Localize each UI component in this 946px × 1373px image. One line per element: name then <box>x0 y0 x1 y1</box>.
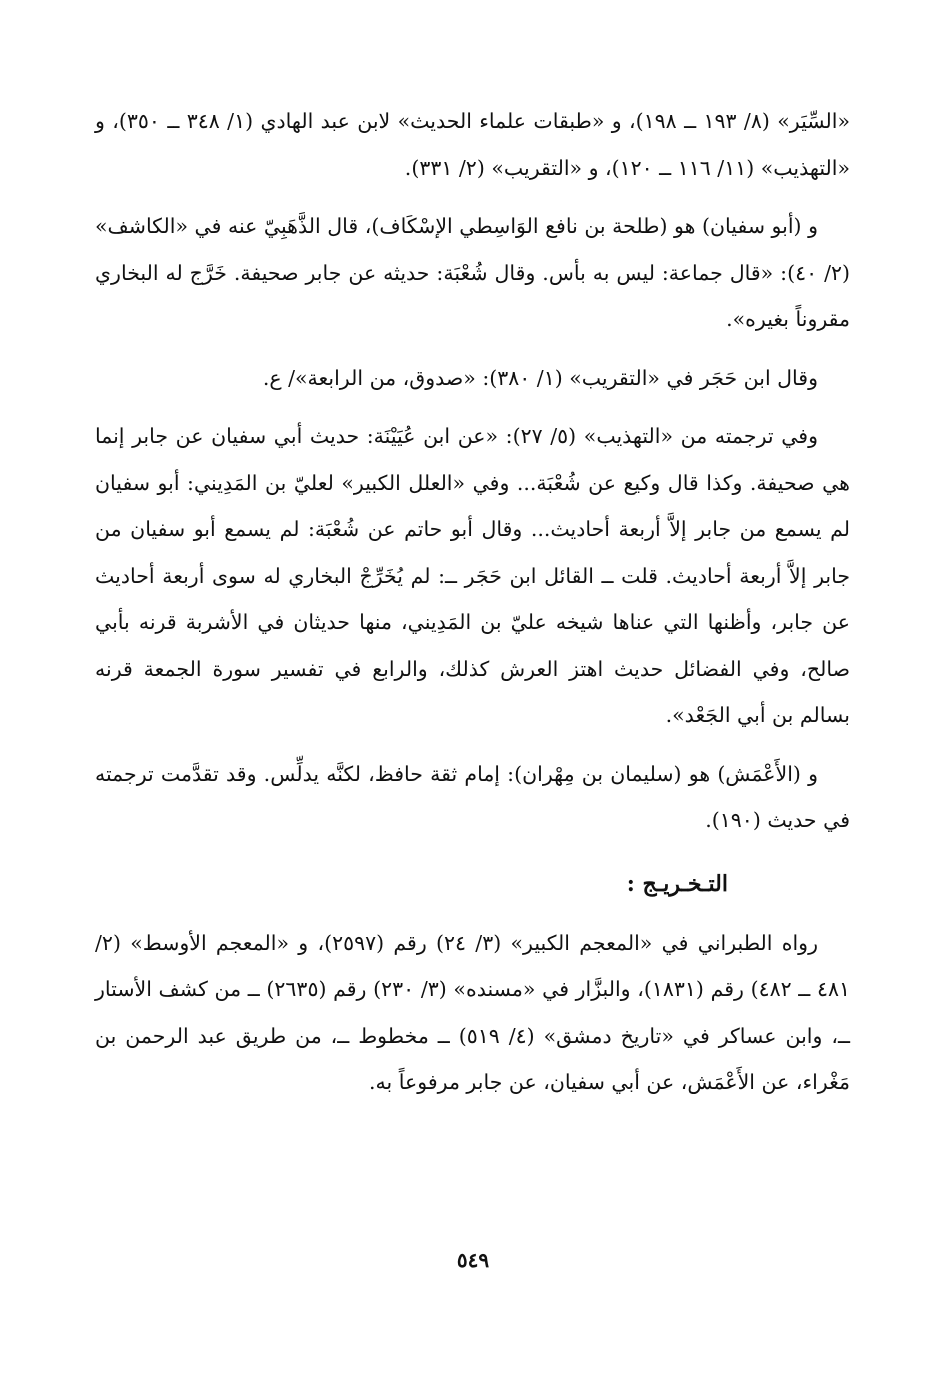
takhrij-paragraph: رواه الطبراني في «المعجم الكبير» (٣/ ٢٤) رقم (٢٥٩٧)، و «المعجم الأوسط» (٢/ ٤٨١ ــ ٤٨٢) رقم (١٨٣١)، والبزَّار في «مسنده» (٣/ ٢٣٠) رقم (٢٦٣٥) ــ من كشف الأستار ــ، وابن عساكر في «تاريخ دمشق» (٤/ ٥١٩) ــ مخطوط ــ، من طريق عبد الرحمن بن مَغْراء، عن الأَعْمَش، عن أبي سفيان، عن جابر مرفوعاً به. <box>95 930 850 1094</box>
abu-sufyan-paragraph: و (أبو سفيان) هو (طلحة بن نافع الوَاسِطي الإسْكَاف)، قال الذَّهَبِيّ عنه في «الكاشف» (٢/ ٤٠): «قال جماعة: ليس به بأس. وقال شُعْبَة: حديثه عن جابر صحيفة. خَرَّج له البخاري مقروناً بغيره». <box>95 214 850 331</box>
references-paragraph: «السِّيَر» (٨/ ١٩٣ ــ ١٩٨)، و «طبقات علماء الحديث» لابن عبد الهادي (١/ ٣٤٨ ــ ٣٥٠)، و «التهذيب» (١١/ ١١٦ ــ ١٢٠)، و «التقريب» (٢/ ٣٣١). <box>95 109 851 180</box>
amash-paragraph: و (الأَعْمَش) هو (سليمان بن مِهْران): إمام ثقة حافظ، لكنَّه يدلِّس. وقد تقدَّمت ترجمته في حديث (١٩٠). <box>95 761 850 832</box>
tahdhib-paragraph: وفي ترجمته من «التهذيب» (٥/ ٢٧): «عن ابن عُيَيْنَة: حديث أبي سفيان عن جابر إنما هي صحيفة. وكذا قال وكيع عن شُعْبَة... وفي «العلل الكبير» لعليّ بن المَدِيني: أبو سفيان لم يسمع من جابر إلاَّ أربعة أحاديث... وقال أبو حاتم عن شُعْبَة: لم يسمع أبو سفيان من جابر إلاَّ أربعة أحاديث. قلت ــ القائل ابن حَجَر ــ: لم يُخَرِّجْ البخاري له سوى أربعة أحاديث عن جابر، وأظنها التي عناها شيخه عليّ بن المَدِيني، منها حديثان في الأشربة قرنه بأبي صالح، وفي الفضائل حديث اهتز العرش كذلك، والرابع في تفسير سورة الجمعة قرنه بسالم بن أبي الجَعْد». <box>95 424 850 727</box>
page-number: ٥٤٩ <box>456 1248 490 1272</box>
page-body <box>95 98 850 1118</box>
ibn-hajar-paragraph: وقال ابن حَجَر في «التقريب» (١/ ٣٨٠): «صدوق، من الرابعة»/ ع. <box>262 365 818 390</box>
takhrij-heading: التـخـريـج : <box>626 870 728 897</box>
